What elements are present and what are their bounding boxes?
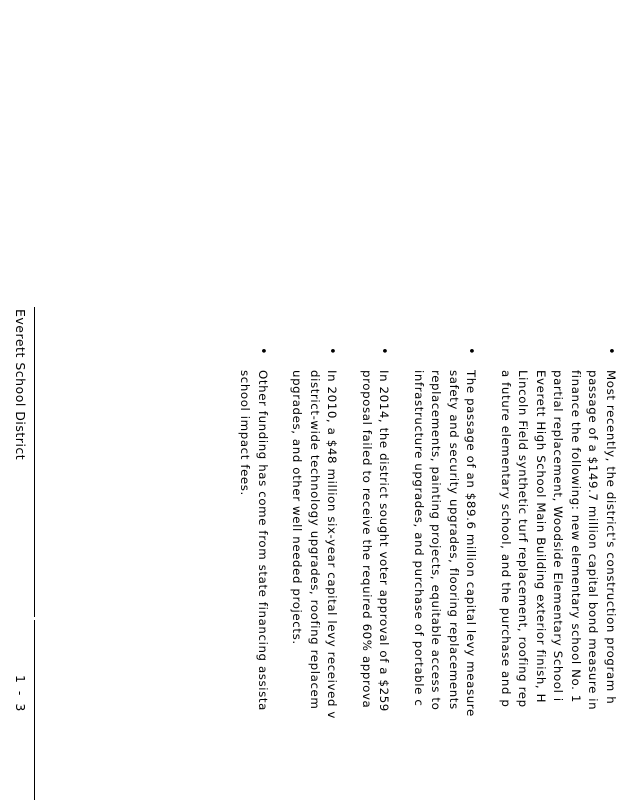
footer-district-name: Everett School District — [13, 309, 28, 461]
bullet-text-line: Lincoln Field synthetic turf replacement, roofing rep — [516, 370, 531, 708]
bullet-text-line: infrastructure upgrades, and purchase of portable c — [412, 370, 426, 707]
bullet-text-line: a future elementary school, and the purchase and p — [499, 370, 513, 708]
bullet-dot-icon: • — [324, 347, 340, 356]
bullet-text-line: In 2010, a $48 million six-year capital levy received v — [325, 370, 340, 719]
bullet-item — [497, 347, 618, 800]
bullet-text-line: school impact fees. — [238, 370, 253, 496]
bullet-text-line: Everett High School Main Building exterior finish, H — [534, 370, 548, 704]
bullet-dot-icon: • — [376, 347, 392, 356]
bullet-text-line: Other funding has come from state financing assista — [256, 370, 270, 711]
bullet-text-line: The passage of an $89.6 million capital levy measure — [464, 370, 479, 717]
bullet-text-line: In 2014, the district sought voter approval of a $259 — [377, 370, 392, 712]
bullet-text-line: proposal failed to receive the required 60% approva — [360, 370, 374, 709]
footer-page-number: 1 - 3 — [13, 675, 28, 714]
bullet-text-line: finance the following: new elementary school No. 1 — [569, 370, 583, 703]
bullet-text-line: partial replacement, Woodside Elementary School i — [551, 370, 566, 702]
bullet-item — [358, 347, 393, 800]
bullet-item — [410, 347, 480, 800]
bullet-item — [236, 347, 271, 800]
funding-bullet-list — [219, 347, 618, 800]
footer-rule-right — [34, 620, 35, 800]
bullet-text-line: Most recently, the district's construction program h — [604, 370, 618, 705]
bullet-dot-icon: • — [255, 347, 270, 356]
bullet-dot-icon: • — [463, 347, 479, 356]
bullet-text-line: district-wide technology upgrades, roofing replacem — [308, 370, 322, 710]
bullet-item — [288, 347, 341, 800]
bullet-text-line: passage of a $149.7 million capital bond measure in — [586, 370, 601, 711]
bullet-text-line: safety and security upgrades, flooring replacements — [447, 370, 461, 710]
bullet-dot-icon: • — [603, 347, 618, 356]
footer-rule-left — [34, 307, 35, 617]
bullet-text-line: replacements, painting projects, equitable access to — [429, 370, 444, 711]
bullet-text-line: upgrades, and other well needed projects. — [290, 370, 305, 645]
